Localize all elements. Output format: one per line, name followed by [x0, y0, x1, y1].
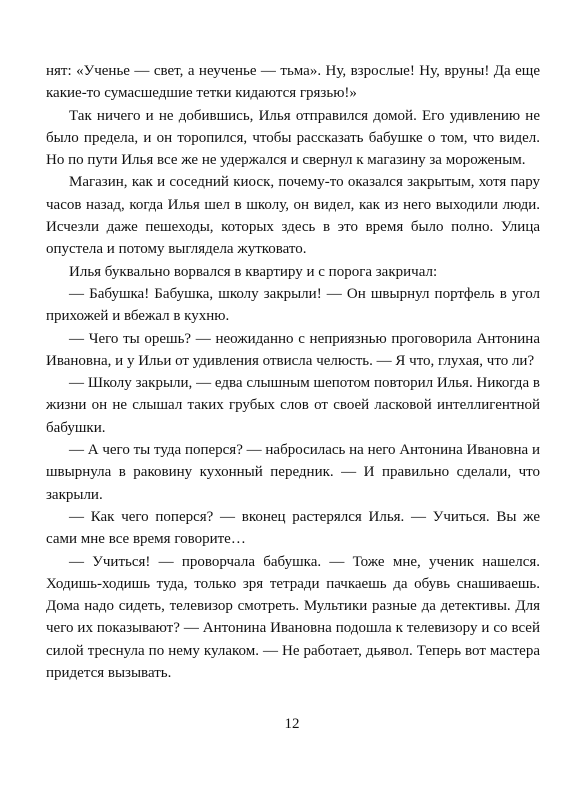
paragraph-5: — Бабушка! Бабушка, школу закрыли! — Он швырнул портфель в угол прихожей и вбежал в кухню. — [46, 285, 540, 325]
paragraph-1: нят: «Ученье — свет, а неученье — тьма». Ну, взрослые! Ну, вруны! Да еще какие-то сумасшедшие тетки кидаются грязью!» — [46, 63, 540, 102]
page-text — [46, 60, 540, 684]
paragraph-10: — Учиться! — проворчала бабушка. — Тоже мне, ученик нашелся. Ходишь-ходишь туда, только зря тетради пачкаешь да обувь снашиваешь. Дома надо сидеть, телевизор смотреть. Мультики разные да детективы. Для чего их показывают? — Антонина Ивановна подошла к телевизору и со всей силой треснула по нему кулаком. — Не работает, дьявол. Теперь вот мастера придется вызывать. — [46, 553, 540, 682]
paragraph-4: Илья буквально ворвался в квартиру и с порога закричал: — [69, 263, 438, 280]
paragraph-6: — Чего ты орешь? — неожиданно с неприязнью проговорила Антонина Ивановна, и у Ильи от удивления отвисла челюсть. — Я что, глухая, что ли? — [46, 330, 540, 369]
page-number: 12 — [284, 716, 300, 732]
paragraph-8: — А чего ты туда поперся? — набросилась на него Антонина Ивановна и швырнула в раковину кухонный передник. — И правильно сделали, что закрыли. — [46, 442, 540, 503]
paragraph-3: Магазин, как и соседний киоск, почему-то оказался закрытым, хотя пару часов назад, когда Илья шел в школу, он видел, как из него выходили люди. Исчезли даже пешеходы, которых здесь в это время было полно. Улица опустела и потому выглядела жутковато. — [46, 174, 540, 258]
paragraph-7: — Школу закрыли, — едва слышным шепотом повторил Илья. Никогда в жизни он не слышал таких грубых слов от своей ласковой интеллигентной бабушки. — [46, 375, 540, 436]
paragraph-9: — Как чего поперся? — вконец растерялся Илья. — Учиться. Вы же сами мне все время говорите… — [46, 508, 540, 548]
paragraph-2: Так ничего и не добившись, Илья отправился домой. Его удивлению не было предела, и он торопился, чтобы рассказать бабушке о том, что видел. Но по пути Илья все же не удержался и свернул к магазину за мороженым. — [46, 107, 540, 169]
